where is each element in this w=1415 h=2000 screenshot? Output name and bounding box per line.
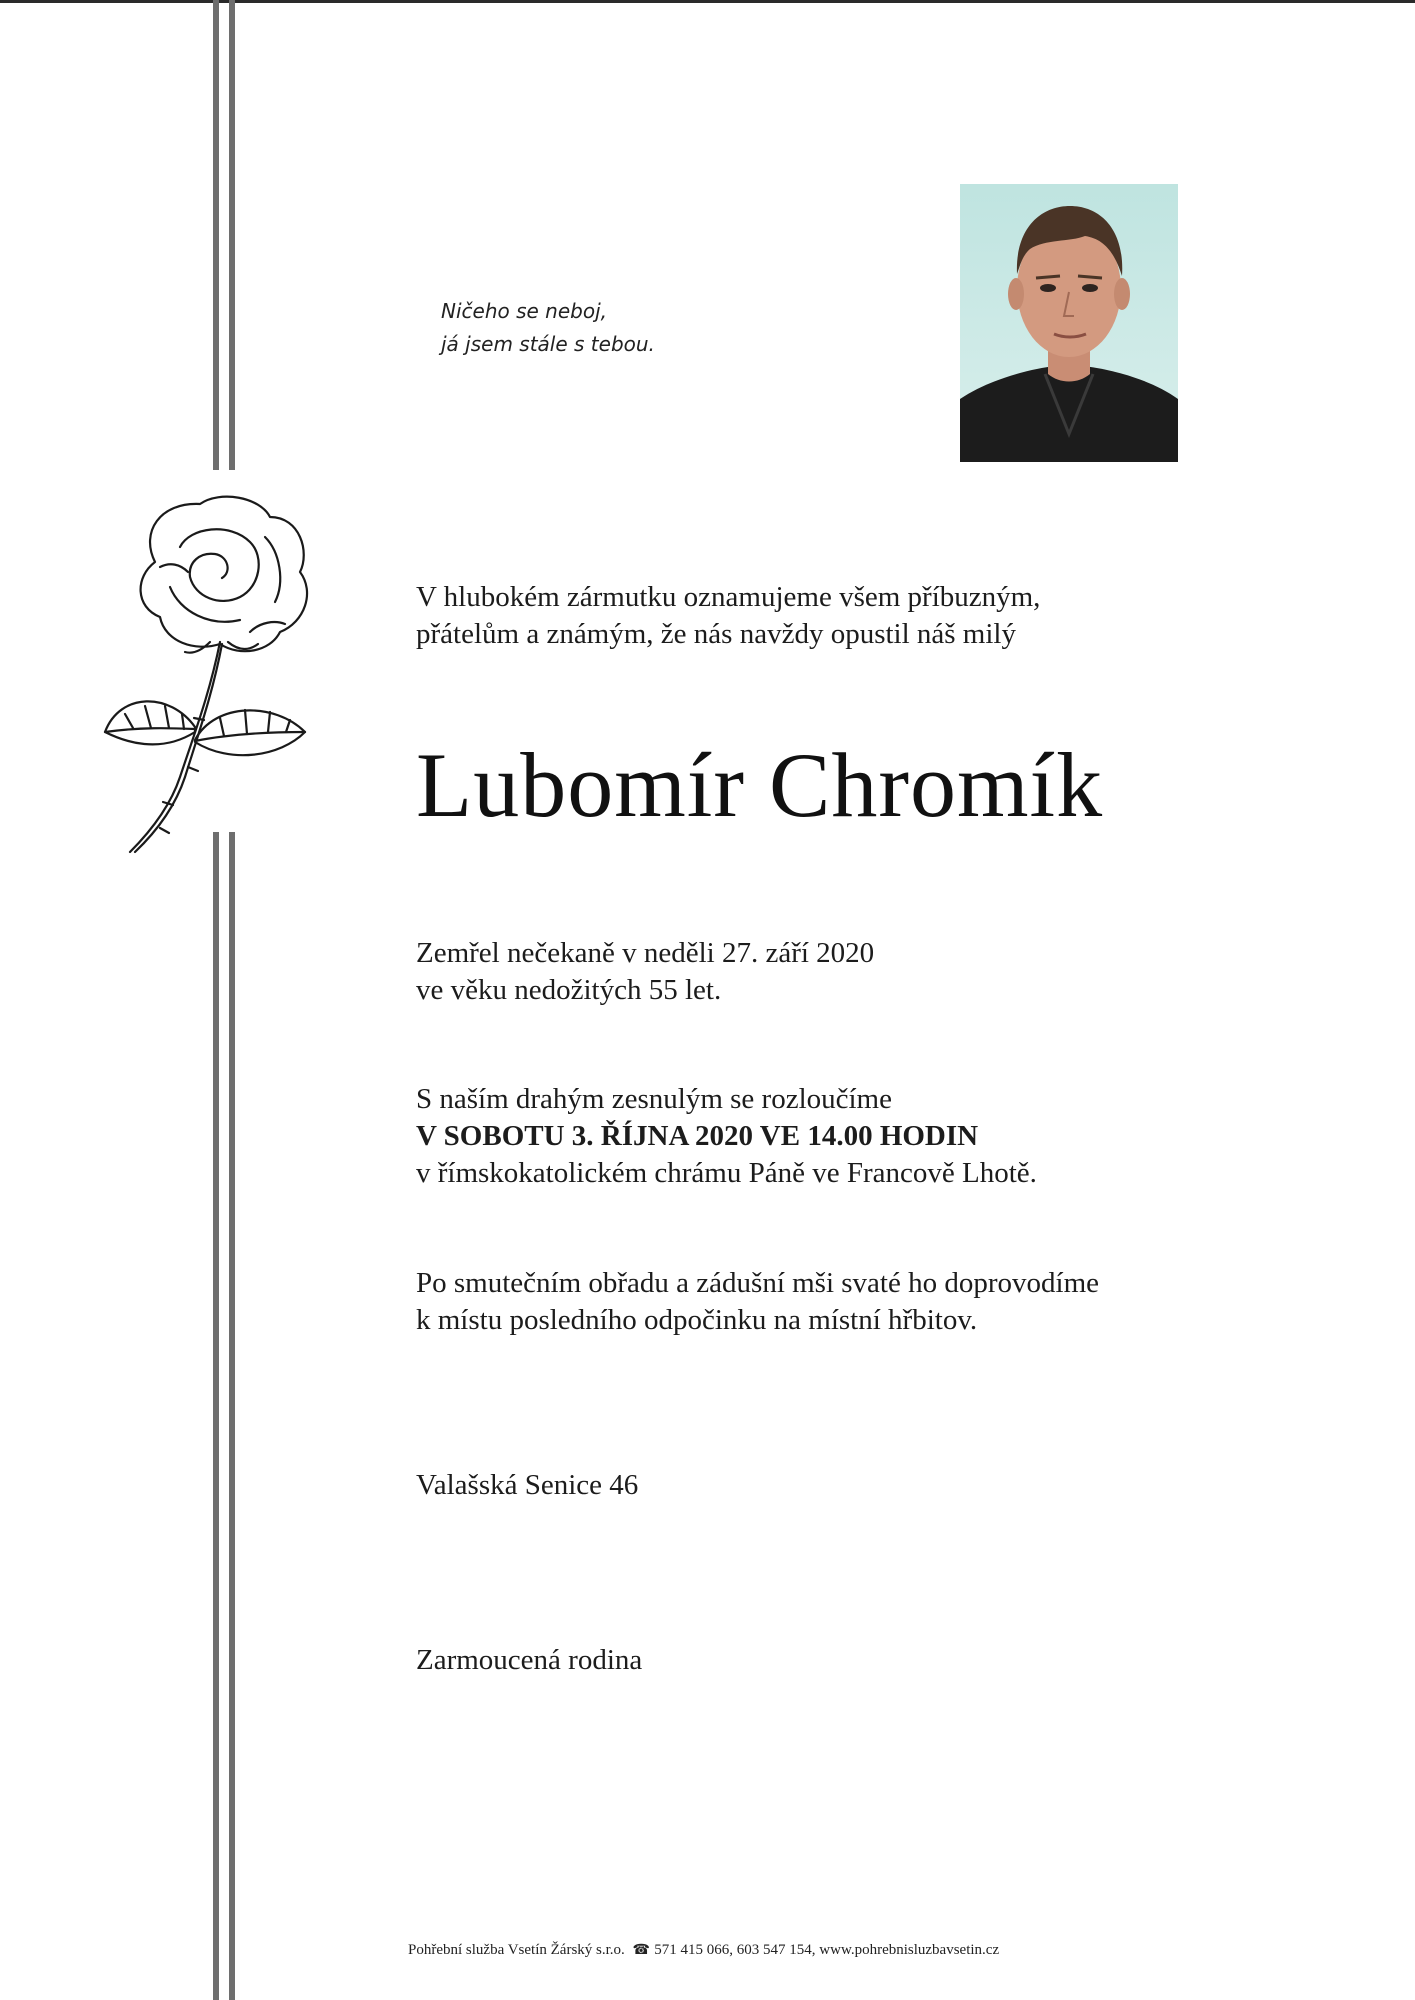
rose-icon xyxy=(100,492,330,857)
quote-line: Ničeho se neboj, xyxy=(441,299,607,323)
left-border-line xyxy=(229,0,235,470)
left-border-line xyxy=(229,832,235,2000)
signature: Zarmoucená rodina xyxy=(416,1644,643,1676)
portrait-photo xyxy=(960,184,1178,462)
text-line: přátelům a známým, že nás navždy opustil náš milý xyxy=(416,618,1016,650)
deceased-name: Lubomír Chromík xyxy=(416,734,1104,836)
left-border-line xyxy=(213,832,219,2000)
contact-info: 571 415 066, 603 547 154, www.pohrebnisluzbavsetin.cz xyxy=(654,1942,1000,1958)
company-name: Pohřební služba Vsetín Žárský s.r.o. xyxy=(408,1942,625,1958)
text-line: Po smutečním obřadu a zádušní mši svaté ho doprovodíme xyxy=(416,1267,1100,1299)
text-line: k místu posledního odpočinku na místní hřbitov. xyxy=(416,1304,978,1336)
text-line: v římskokatolickém chrámu Páně ve Francově Lhotě. xyxy=(416,1157,1037,1189)
death-info xyxy=(416,935,874,1009)
text-line: V hlubokém zármutku oznamujeme všem příbuzným, xyxy=(416,581,1041,613)
text-line: Zemřel nečekaně v neděli 27. září 2020 xyxy=(416,937,875,969)
burial-info xyxy=(416,1265,1099,1339)
funeral-date: V SOBOTU 3. ŘÍJNA 2020 VE 14.00 HODIN xyxy=(416,1120,979,1152)
quote-line: já jsem stále s tebou. xyxy=(441,332,655,356)
phone-icon: ☎ xyxy=(632,1943,650,1958)
address: Valašská Senice 46 xyxy=(416,1469,639,1501)
announcement-intro xyxy=(416,579,1040,653)
quote xyxy=(441,295,655,361)
text-line: ve věku nedožitých 55 let. xyxy=(416,974,722,1006)
farewell-info xyxy=(416,1081,1037,1192)
left-border-line xyxy=(213,0,219,470)
text-line: S naším drahým zesnulým se rozloučíme xyxy=(416,1083,892,1115)
footer xyxy=(408,1940,999,1961)
